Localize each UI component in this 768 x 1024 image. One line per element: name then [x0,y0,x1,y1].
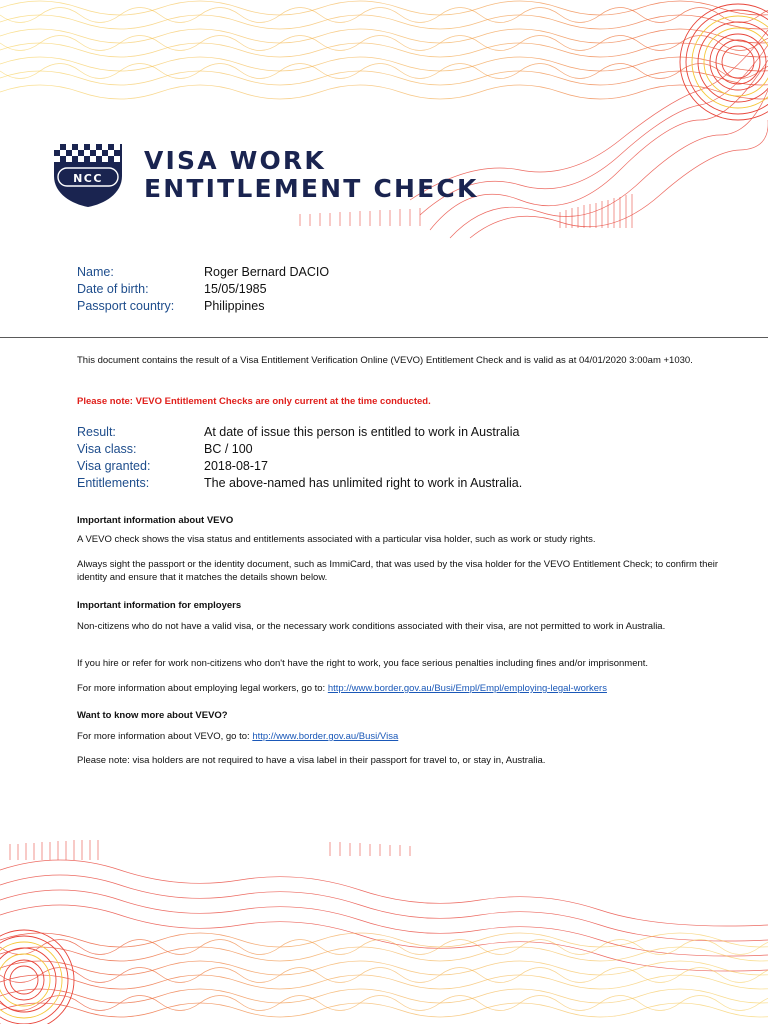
employers-info-paragraph-1: Non-citizens who do not have a valid visa, or the necessary work conditions associated with their visa, are not permitted to work in Australia. [77,621,666,632]
result-value: At date of issue this person is entitled to work in Australia [204,425,520,439]
entitlements-row [77,475,522,492]
visa-granted-row [77,458,522,475]
visa-class-row [77,441,522,458]
vevo-link-prefix: For more information about VEVO, go to: [77,731,253,742]
vevo-info-heading: Important information about VEVO [77,515,234,526]
document-title [144,147,479,203]
dob-label: Date of birth: [77,282,149,296]
name-value: Roger Bernard DACIO [204,265,330,279]
visa-class-label: Visa class: [77,442,137,456]
ncc-shield-logo-icon [52,142,124,208]
passport-country-label: Passport country: [77,299,175,313]
employers-info-paragraph-3 [77,682,727,695]
dob-value: 15/05/1985 [204,282,267,296]
vevo-info-paragraph-1: A VEVO check shows the visa status and entitlements associated with a particular visa holder, such as work or study rights. [77,534,596,545]
more-vevo-paragraph-1 [77,730,727,743]
dob-row [77,281,329,298]
employing-legal-workers-link[interactable]: http://www.border.gov.au/Busi/Empl/Empl/employing-legal-workers [327,683,607,694]
visa-class-value: BC / 100 [204,442,253,456]
bottom-guilloche-pattern [0,830,768,1024]
current-time-note: Please note: VEVO Entitlement Checks are only current at the time conducted. [77,396,431,407]
passport-country-row [77,298,329,315]
passport-country-value: Philippines [204,299,265,313]
employers-link-prefix: For more information about employing legal workers, go to: [77,683,328,694]
visa-granted-label: Visa granted: [77,459,151,473]
logo-text: NCC [73,172,103,185]
more-vevo-paragraph-2: Please note: visa holders are not required to have a visa label in their passport for travel to, or stay in, Australia. [77,755,546,766]
visa-granted-value: 2018-08-17 [204,459,268,473]
section-divider [0,337,768,338]
vevo-visa-link[interactable]: http://www.border.gov.au/Busi/Visa [252,731,399,742]
vevo-info-paragraph-2: Always sight the passport or the identity document, such as ImmiCard, that was used by the visa holder for the VEVO Entitlement Check; to confirm their identity and ensure that it matches the details shown below. [77,559,719,583]
entitlements-value: The above-named has unlimited right to work in Australia. [204,476,523,490]
result-label: Result: [77,425,116,439]
employers-info-heading: Important information for employers [77,600,242,611]
employers-info-paragraph-2: If you hire or refer for work non-citizens who don't have the right to work, you face serious penalties including fines and/or imprisonment. [77,658,649,669]
entitlements-label: Entitlements: [77,476,150,490]
result-row [77,424,522,441]
personal-details [77,264,329,315]
validity-statement: This document contains the result of a Visa Entitlement Verification Online (VEVO) Entitlement Check and is valid as at 04/01/2020 3:00am +1030. [77,355,693,366]
more-vevo-heading: Want to know more about VEVO? [77,710,228,721]
name-row [77,264,329,281]
document-header [52,140,479,210]
title-line-1: VISA WORK [144,146,326,175]
entitlement-result [77,424,522,492]
title-line-2: ENTITLEMENT CHECK [144,174,479,203]
name-label: Name: [77,265,114,279]
